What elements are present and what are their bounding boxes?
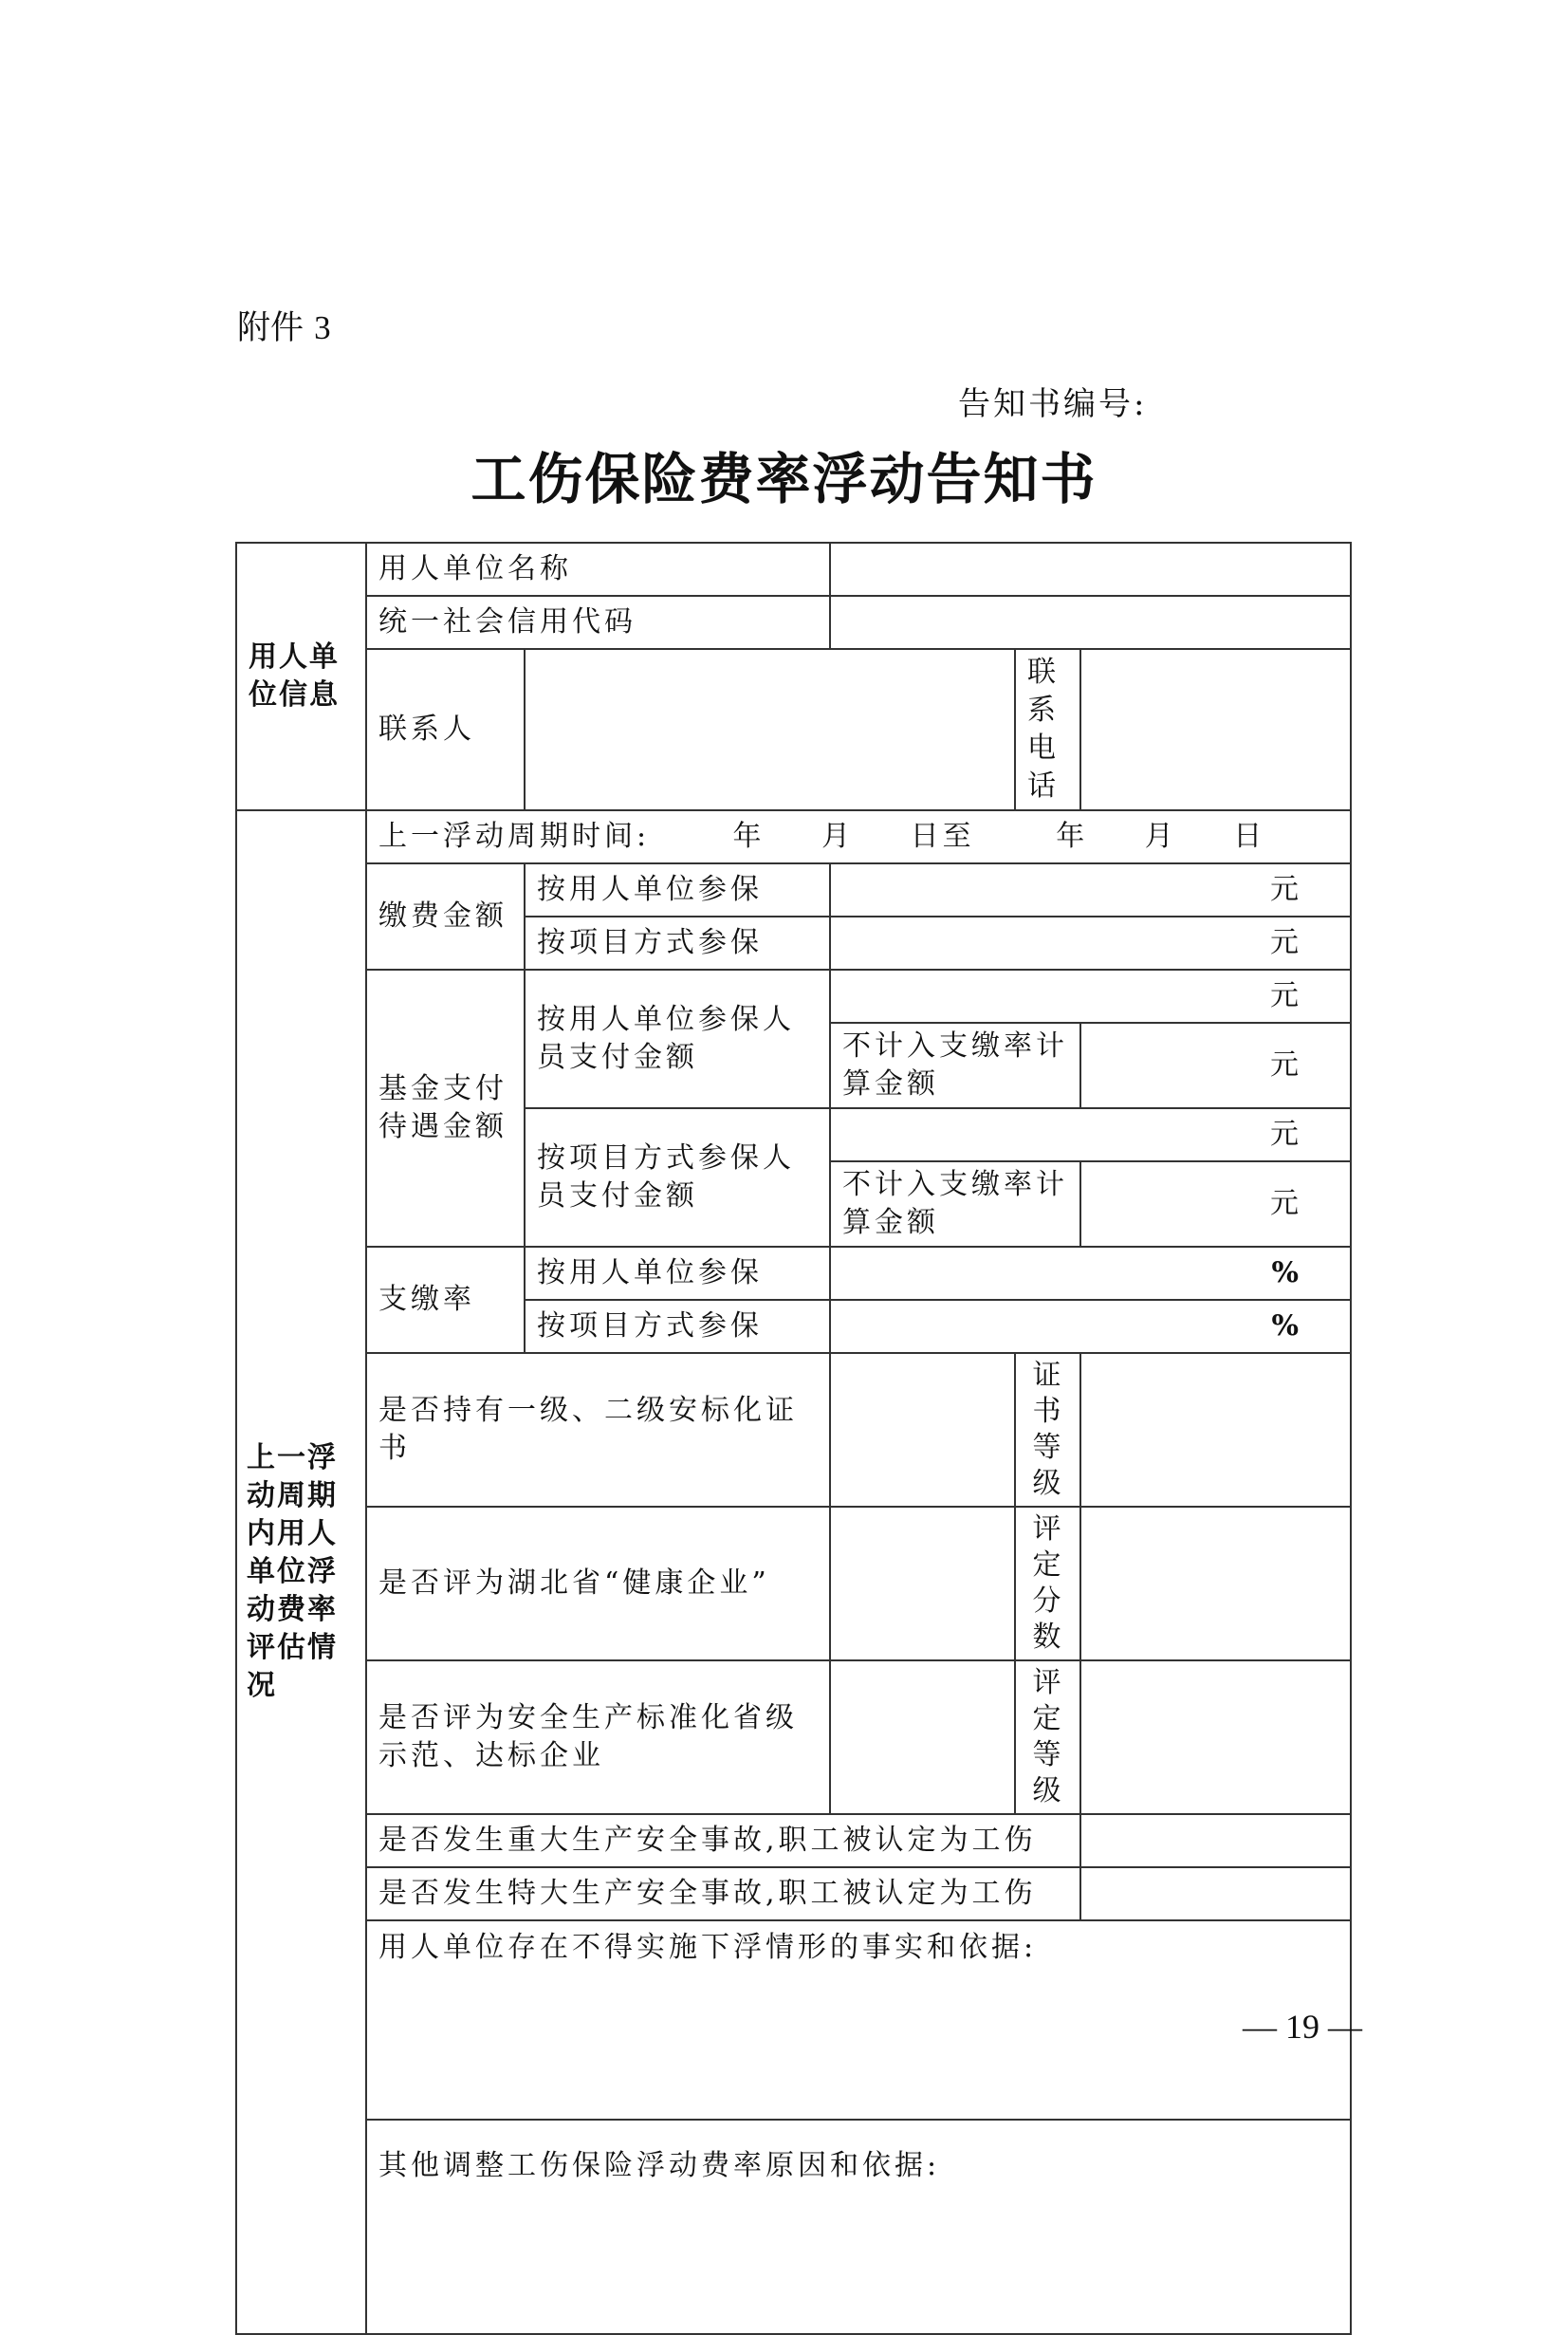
- row-unit-name: [236, 543, 1351, 596]
- ratio-label: 支缴率: [366, 1247, 525, 1353]
- evaluation-header: 上一浮动周期内用人单位浮动费率评估情况: [236, 810, 366, 2334]
- fund-project-excluded-label: 不计入支缴率计算金额: [830, 1161, 1080, 1247]
- row-safety-standard: [236, 1660, 1351, 1814]
- fund-project-excluded-field[interactable]: 元: [1080, 1161, 1351, 1247]
- unit-name-label: 用人单位名称: [366, 543, 830, 596]
- phone-label: 联系电话: [1015, 649, 1080, 810]
- contact-field[interactable]: [525, 649, 1015, 810]
- fund-by-project-label: 按项目方式参保人员支付金额: [525, 1108, 830, 1247]
- grade-field[interactable]: [1080, 1660, 1351, 1814]
- health-enterprise-field[interactable]: [830, 1507, 1015, 1660]
- payment-label: 缴费金额: [366, 863, 525, 970]
- row-contact: [236, 649, 1351, 810]
- notice-number-label: 告知书编号:: [958, 385, 1148, 423]
- other-reasons-cell[interactable]: [366, 2120, 1351, 2334]
- period-year-1: 年: [732, 820, 766, 853]
- payment-by-project-label: 按项目方式参保: [525, 917, 830, 970]
- fund-by-unit-label: 按用人单位参保人员支付金额: [525, 970, 830, 1108]
- grade-label: 评定等级: [1015, 1660, 1080, 1814]
- credit-code-field[interactable]: [830, 596, 1351, 649]
- attachment-text: 附件: [237, 309, 304, 347]
- ratio-by-project-label: 按项目方式参保: [525, 1300, 830, 1353]
- row-ratio-unit: [236, 1247, 1351, 1300]
- ratio-by-project-field[interactable]: %: [830, 1300, 1351, 1353]
- other-reasons-label: 其他调整工伤保险浮动费率原因和依据:: [378, 2149, 941, 2182]
- ratio-by-unit-label: 按用人单位参保: [525, 1247, 830, 1300]
- period-day-2: 日: [1233, 820, 1266, 853]
- fund-unit-excluded-label: 不计入支缴率计算金额: [830, 1023, 1080, 1108]
- row-other-reasons: [236, 2120, 1351, 2334]
- row-payment-unit: [236, 863, 1351, 917]
- safety-cert-field[interactable]: [830, 1353, 1015, 1507]
- payment-by-unit-field[interactable]: 元: [830, 863, 1351, 917]
- safety-standard-label: 是否评为安全生产标准化省级示范、达标企业: [366, 1660, 830, 1814]
- contact-label: 联系人: [366, 649, 525, 810]
- payment-by-unit-label: 按用人单位参保: [525, 863, 830, 917]
- row-major-accident: [236, 1814, 1351, 1867]
- page-title: 工伤保险费率浮动告知书: [470, 447, 1098, 511]
- severe-accident-label: 是否发生特大生产安全事故,职工被认定为工伤: [366, 1867, 1080, 1920]
- safety-cert-label: 是否持有一级、二级安标化证书: [366, 1353, 830, 1507]
- row-health-enterprise: [236, 1507, 1351, 1660]
- major-accident-label: 是否发生重大生产安全事故,职工被认定为工伤: [366, 1814, 1080, 1867]
- credit-code-label: 统一社会信用代码: [366, 596, 830, 649]
- fund-label: 基金支付待遇金额: [366, 970, 525, 1247]
- period-day-to: 日至: [910, 820, 975, 853]
- score-field[interactable]: [1080, 1507, 1351, 1660]
- unit-info-header: 用人单位信息: [236, 543, 366, 810]
- period-year-2: 年: [1056, 820, 1089, 853]
- phone-field[interactable]: [1080, 649, 1351, 810]
- fund-unit-excluded-field[interactable]: 元: [1080, 1023, 1351, 1108]
- major-accident-field[interactable]: [1080, 1814, 1351, 1867]
- row-severe-accident: [236, 1867, 1351, 1920]
- fund-by-project-field[interactable]: 元: [830, 1108, 1351, 1161]
- period-month-2: 月: [1144, 820, 1177, 853]
- payment-by-project-field[interactable]: 元: [830, 917, 1351, 970]
- cert-level-label: 证书等级: [1015, 1353, 1080, 1507]
- row-fund-unit: [236, 970, 1351, 1023]
- attachment-number: 3: [314, 309, 331, 346]
- page-number: — 19 —: [1243, 2008, 1362, 2046]
- ratio-by-unit-field[interactable]: %: [830, 1247, 1351, 1300]
- attachment-label: [237, 302, 331, 349]
- severe-accident-field[interactable]: [1080, 1867, 1351, 1920]
- period-label: 上一浮动周期时间:: [378, 820, 651, 853]
- no-reduction-label: 用人单位存在不得实施下浮情形的事实和依据:: [378, 1931, 1038, 1964]
- fund-by-unit-field[interactable]: 元: [830, 970, 1351, 1023]
- row-safety-cert: [236, 1353, 1351, 1507]
- safety-standard-field[interactable]: [830, 1660, 1015, 1814]
- score-label: 评定分数: [1015, 1507, 1080, 1660]
- no-reduction-cell[interactable]: [366, 1920, 1351, 2120]
- period-cell[interactable]: [366, 810, 1351, 863]
- row-credit-code: [236, 596, 1351, 649]
- unit-name-field[interactable]: [830, 543, 1351, 596]
- notice-form-table: [235, 542, 1352, 2335]
- row-no-reduction: [236, 1920, 1351, 2120]
- cert-level-field[interactable]: [1080, 1353, 1351, 1507]
- period-month-1: 月: [821, 820, 855, 853]
- row-period: [236, 810, 1351, 863]
- health-enterprise-label: 是否评为湖北省“健康企业”: [366, 1507, 830, 1660]
